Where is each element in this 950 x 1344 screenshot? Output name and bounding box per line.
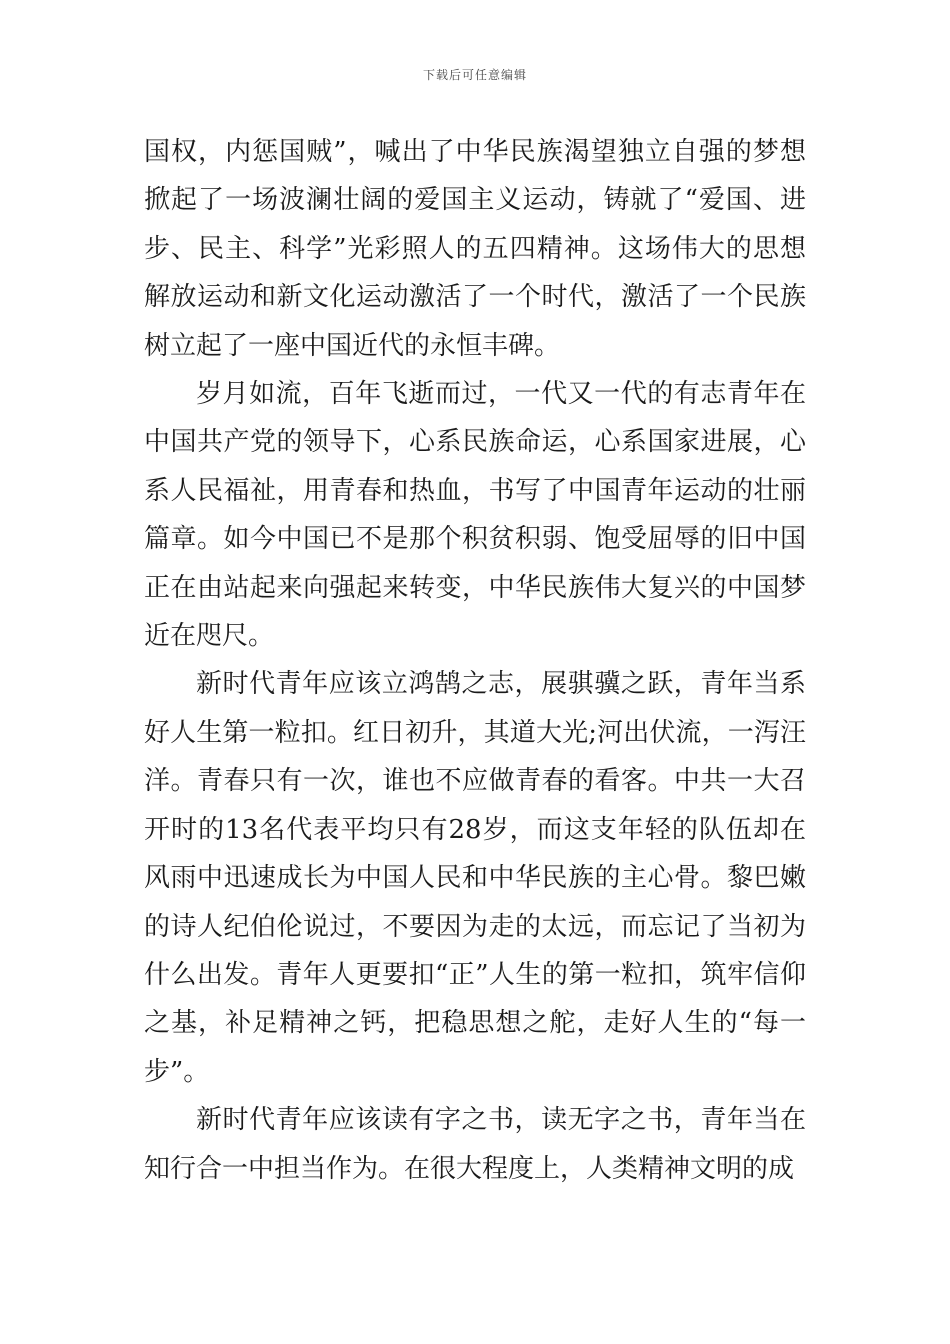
document-body (144, 128, 806, 1193)
paragraph-4: 新时代青年应该读有字之书，读无字之书，青年当在知行合一中担当作为。在很大程度上，人类精神文明的成 (144, 1105, 806, 1184)
paragraph-3: 新时代青年应该立鸿鹄之志，展骐骥之跃，青年当系好人生第一粒扣。红日初升，其道大光;河出伏流，一泻汪洋。青春只有一次，谁也不应做青春的看客。中共一大召开时的13名代表平均只有28岁，而这支年轻的队伍却在风雨中迅速成长为中国人民和中华民族的主心骨。黎巴嫩的诗人纪伯伦说过，不要因为走的太远，而忘记了当初为什么出发。青年人更要扣“正”人生的第一粒扣，筑牢信仰之基，补足精神之钙，把稳思想之舵，走好人生的“每一步”。 (144, 669, 806, 1087)
paragraph-2: 岁月如流，百年飞逝而过，一代又一代的有志青年在中国共产党的领导下，心系民族命运，心系国家进展，心系人民福祉，用青春和热血，书写了中国青年运动的壮丽篇章。如今中国已不是那个积贫积弱、饱受屈辱的旧中国正在由站起来向强起来转变，中华民族伟大复兴的中国梦近在咫尺。 (144, 379, 806, 652)
paragraph-1: 国权，内惩国贼”，喊出了中华民族渴望独立自强的梦想掀起了一场波澜壮阔的爱国主义运动，铸就了“爱国、进步、民主、科学”光彩照人的五四精神。这场伟大的思想解放运动和新文化运动激活了一个时代，激活了一个民族树立起了一座中国近代的永恒丰碑。 (144, 137, 806, 361)
header-note: 下载后可任意编辑 (422, 68, 527, 82)
